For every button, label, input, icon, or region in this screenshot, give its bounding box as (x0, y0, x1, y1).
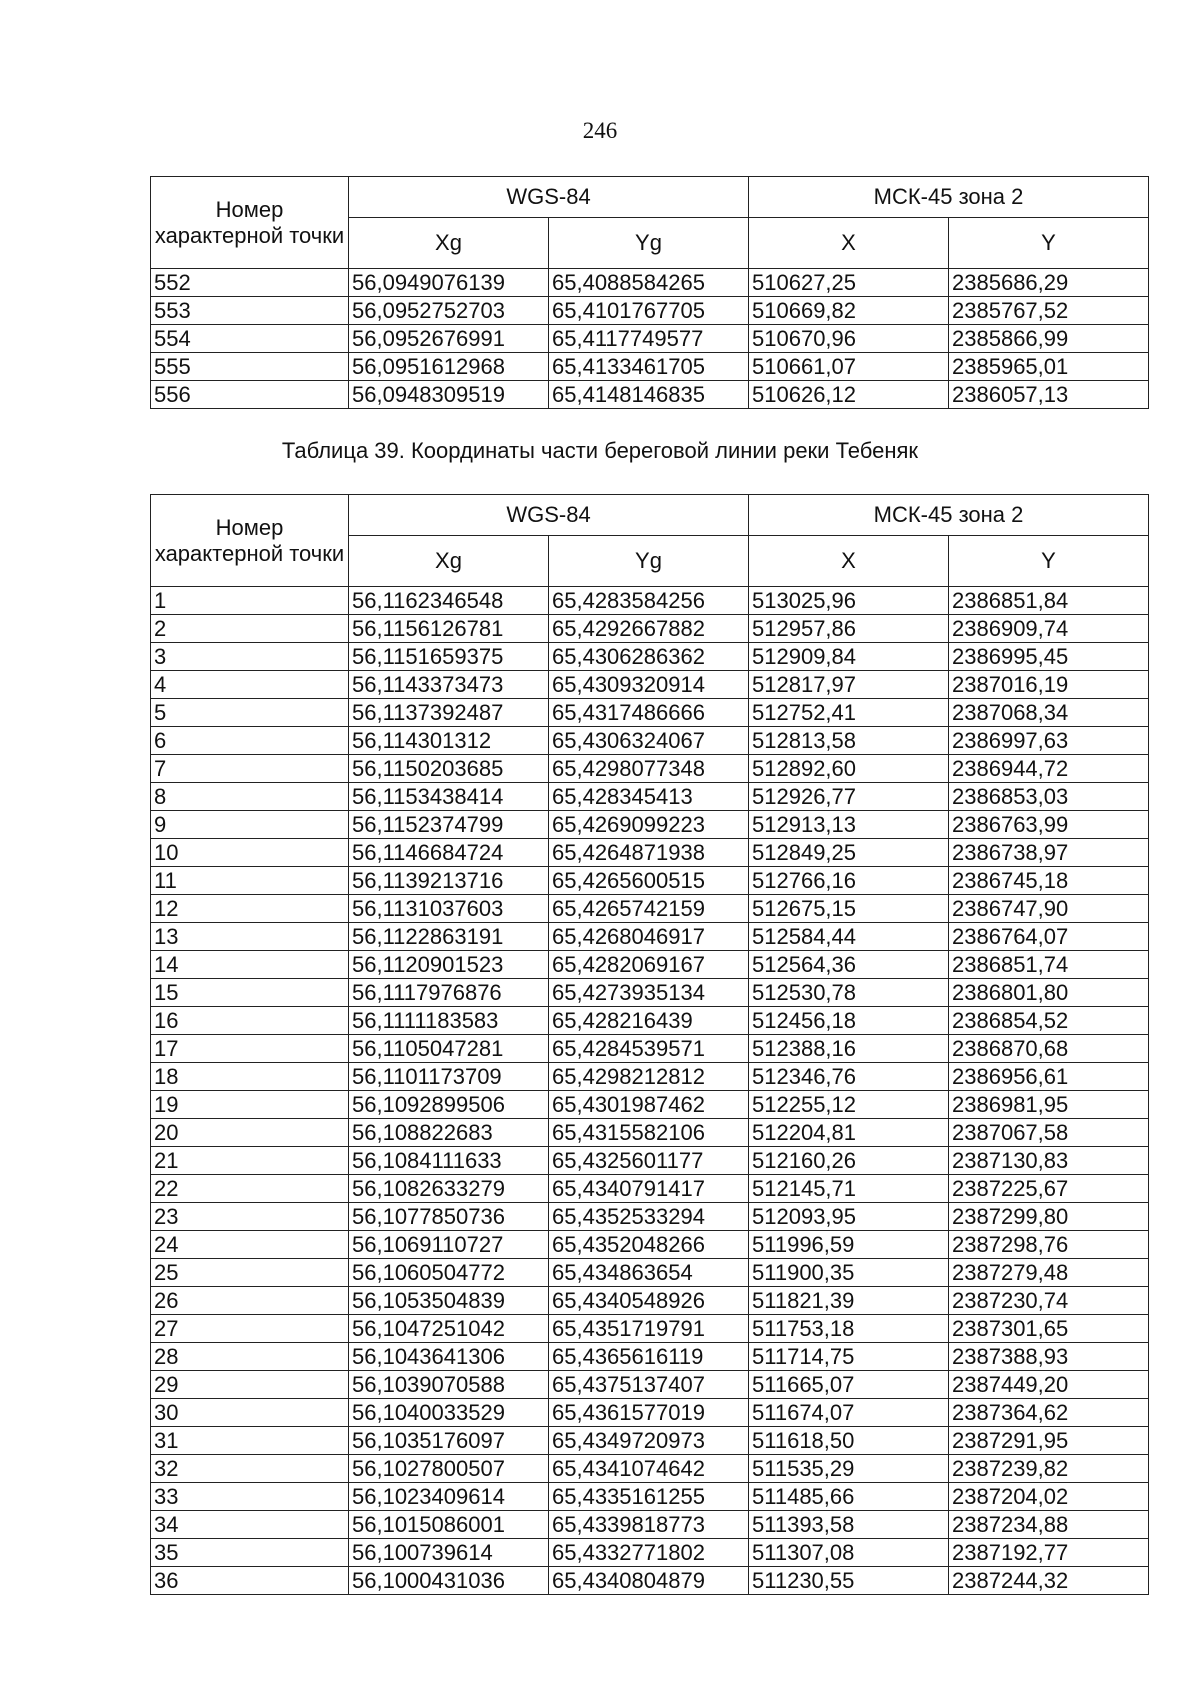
point-number-cell: 31 (151, 1427, 349, 1455)
yg-cell: 65,4340791417 (549, 1175, 749, 1203)
yg-cell: 65,4283584256 (549, 587, 749, 615)
msk45-header: МСК-45 зона 2 (749, 177, 1149, 218)
xg-header: Xg (349, 218, 549, 269)
xg-cell: 56,1092899506 (349, 1091, 549, 1119)
table-row (151, 1427, 1149, 1455)
yg-cell: 65,428216439 (549, 1007, 749, 1035)
x-cell: 511996,59 (749, 1231, 949, 1259)
table-row (151, 783, 1149, 811)
xg-cell: 56,1077850736 (349, 1203, 549, 1231)
table-row (151, 1007, 1149, 1035)
yg-cell: 65,4298077348 (549, 755, 749, 783)
xg-cell: 56,1111183583 (349, 1007, 549, 1035)
table-row (151, 1147, 1149, 1175)
x-cell: 512957,86 (749, 615, 949, 643)
table-row (151, 615, 1149, 643)
point-number-cell: 23 (151, 1203, 349, 1231)
yg-cell: 65,4117749577 (549, 325, 749, 353)
y-cell: 2386995,45 (949, 643, 1149, 671)
x-cell: 512204,81 (749, 1119, 949, 1147)
table-row (151, 1231, 1149, 1259)
yg-header: Yg (549, 218, 749, 269)
yg-cell: 65,4265600515 (549, 867, 749, 895)
yg-cell: 65,4292667882 (549, 615, 749, 643)
table-row (151, 643, 1149, 671)
point-number-cell: 1 (151, 587, 349, 615)
point-number-cell: 15 (151, 979, 349, 1007)
xg-cell: 56,1060504772 (349, 1259, 549, 1287)
xg-cell: 56,1053504839 (349, 1287, 549, 1315)
yg-cell: 65,4268046917 (549, 923, 749, 951)
y-cell: 2387130,83 (949, 1147, 1149, 1175)
x-cell: 512530,78 (749, 979, 949, 1007)
yg-cell: 65,4352533294 (549, 1203, 749, 1231)
yg-cell: 65,4301987462 (549, 1091, 749, 1119)
x-cell: 511618,50 (749, 1427, 949, 1455)
x-cell: 512456,18 (749, 1007, 949, 1035)
y-cell: 2386981,95 (949, 1091, 1149, 1119)
xg-cell: 56,1084111633 (349, 1147, 549, 1175)
x-cell: 512564,36 (749, 951, 949, 979)
y-cell: 2386851,74 (949, 951, 1149, 979)
point-number-cell: 29 (151, 1371, 349, 1399)
point-number-cell: 2 (151, 615, 349, 643)
y-cell: 2387225,67 (949, 1175, 1149, 1203)
table-row (151, 1259, 1149, 1287)
yg-cell: 65,4325601177 (549, 1147, 749, 1175)
x-cell: 512817,97 (749, 671, 949, 699)
table-row (151, 979, 1149, 1007)
wgs84-header: WGS-84 (349, 177, 749, 218)
x-cell: 512813,58 (749, 727, 949, 755)
point-number-cell: 19 (151, 1091, 349, 1119)
point-number-cell: 8 (151, 783, 349, 811)
yg-cell: 65,4375137407 (549, 1371, 749, 1399)
x-cell: 512145,71 (749, 1175, 949, 1203)
xg-cell: 56,1069110727 (349, 1231, 549, 1259)
table-row (151, 1315, 1149, 1343)
y-cell: 2386944,72 (949, 755, 1149, 783)
y-cell: 2386851,84 (949, 587, 1149, 615)
point-number-cell: 5 (151, 699, 349, 727)
table-row (151, 1539, 1149, 1567)
x-cell: 512255,12 (749, 1091, 949, 1119)
table-row (151, 923, 1149, 951)
x-cell: 510626,12 (749, 381, 949, 409)
xg-cell: 56,100739614 (349, 1539, 549, 1567)
xg-cell: 56,1039070588 (349, 1371, 549, 1399)
x-cell: 512584,44 (749, 923, 949, 951)
y-cell: 2387364,62 (949, 1399, 1149, 1427)
y-cell: 2387244,32 (949, 1567, 1149, 1595)
point-number-cell: 26 (151, 1287, 349, 1315)
page-number: 246 (582, 118, 618, 143)
table-row (151, 699, 1149, 727)
x-cell: 511714,75 (749, 1343, 949, 1371)
xg-cell: 56,1137392487 (349, 699, 549, 727)
xg-cell: 56,1151659375 (349, 643, 549, 671)
point-number-cell: 20 (151, 1119, 349, 1147)
x-cell: 511665,07 (749, 1371, 949, 1399)
table-row (151, 1399, 1149, 1427)
y-cell: 2387204,02 (949, 1483, 1149, 1511)
point-number-cell: 22 (151, 1175, 349, 1203)
x-cell: 511674,07 (749, 1399, 949, 1427)
x-cell: 512388,16 (749, 1035, 949, 1063)
yg-cell: 65,4088584265 (549, 269, 749, 297)
x-cell: 511485,66 (749, 1483, 949, 1511)
xg-cell: 56,1122863191 (349, 923, 549, 951)
xg-cell: 56,1035176097 (349, 1427, 549, 1455)
xg-cell: 56,114301312 (349, 727, 549, 755)
y-cell: 2386909,74 (949, 615, 1149, 643)
table-row (151, 839, 1149, 867)
y-cell: 2386763,99 (949, 811, 1149, 839)
point-number-cell: 554 (151, 325, 349, 353)
y-cell: 2385767,52 (949, 297, 1149, 325)
xg-cell: 56,1120901523 (349, 951, 549, 979)
table-row (151, 755, 1149, 783)
point-number-cell: 21 (151, 1147, 349, 1175)
xg-cell: 56,1047251042 (349, 1315, 549, 1343)
table-row (151, 727, 1149, 755)
x-cell: 511393,58 (749, 1511, 949, 1539)
y-cell: 2386854,52 (949, 1007, 1149, 1035)
x-cell: 510627,25 (749, 269, 949, 297)
y-cell: 2387301,65 (949, 1315, 1149, 1343)
x-cell: 512909,84 (749, 643, 949, 671)
table-body (151, 269, 1149, 409)
x-cell: 511230,55 (749, 1567, 949, 1595)
y-cell: 2387068,34 (949, 699, 1149, 727)
xg-cell: 56,0949076139 (349, 269, 549, 297)
y-cell: 2386870,68 (949, 1035, 1149, 1063)
yg-cell: 65,4269099223 (549, 811, 749, 839)
y-cell: 2387298,76 (949, 1231, 1149, 1259)
xg-cell: 56,1146684724 (349, 839, 549, 867)
table-row (151, 1511, 1149, 1539)
xg-cell: 56,1105047281 (349, 1035, 549, 1063)
yg-header: Yg (549, 536, 749, 587)
yg-cell: 65,4309320914 (549, 671, 749, 699)
table-row (151, 811, 1149, 839)
yg-cell: 65,4298212812 (549, 1063, 749, 1091)
point-number-cell: 16 (151, 1007, 349, 1035)
yg-cell: 65,4340548926 (549, 1287, 749, 1315)
y-header: Y (949, 536, 1149, 587)
yg-cell: 65,4265742159 (549, 895, 749, 923)
point-number-cell: 556 (151, 381, 349, 409)
yg-cell: 65,4101767705 (549, 297, 749, 325)
y-cell: 2386745,18 (949, 867, 1149, 895)
table-row (151, 1119, 1149, 1147)
y-cell: 2387067,58 (949, 1119, 1149, 1147)
x-cell: 512752,41 (749, 699, 949, 727)
xg-cell: 56,1152374799 (349, 811, 549, 839)
coordinates-table-continued (150, 176, 1149, 409)
xg-cell: 56,0951612968 (349, 353, 549, 381)
y-cell: 2386747,90 (949, 895, 1149, 923)
y-cell: 2387299,80 (949, 1203, 1149, 1231)
xg-cell: 56,1156126781 (349, 615, 549, 643)
x-cell: 512675,15 (749, 895, 949, 923)
point-number-cell: 13 (151, 923, 349, 951)
yg-cell: 65,434863654 (549, 1259, 749, 1287)
point-number-cell: 6 (151, 727, 349, 755)
table-row (151, 1343, 1149, 1371)
point-number-cell: 25 (151, 1259, 349, 1287)
xg-cell: 56,1117976876 (349, 979, 549, 1007)
xg-header: Xg (349, 536, 549, 587)
coordinates-table-39 (150, 494, 1149, 1595)
yg-cell: 65,4273935134 (549, 979, 749, 1007)
y-cell: 2386853,03 (949, 783, 1149, 811)
yg-cell: 65,4365616119 (549, 1343, 749, 1371)
x-cell: 512892,60 (749, 755, 949, 783)
x-cell: 511900,35 (749, 1259, 949, 1287)
y-cell: 2387234,88 (949, 1511, 1149, 1539)
table-row (151, 1371, 1149, 1399)
table-row (151, 1567, 1149, 1595)
x-cell: 511753,18 (749, 1315, 949, 1343)
y-header: Y (949, 218, 1149, 269)
point-number-header: Номер характерной точки (151, 177, 349, 269)
xg-cell: 56,108822683 (349, 1119, 549, 1147)
yg-cell: 65,4284539571 (549, 1035, 749, 1063)
point-number-header: Номер характерной точки (151, 495, 349, 587)
yg-cell: 65,4332771802 (549, 1539, 749, 1567)
xg-cell: 56,1015086001 (349, 1511, 549, 1539)
x-cell: 513025,96 (749, 587, 949, 615)
point-number-cell: 36 (151, 1567, 349, 1595)
point-number-cell: 18 (151, 1063, 349, 1091)
point-number-cell: 3 (151, 643, 349, 671)
table-row (151, 1287, 1149, 1315)
yg-cell: 65,4148146835 (549, 381, 749, 409)
point-number-cell: 14 (151, 951, 349, 979)
table-row (151, 587, 1149, 615)
y-cell: 2387449,20 (949, 1371, 1149, 1399)
x-cell: 512913,13 (749, 811, 949, 839)
point-number-cell: 32 (151, 1455, 349, 1483)
point-number-cell: 27 (151, 1315, 349, 1343)
x-cell: 512346,76 (749, 1063, 949, 1091)
table-row (151, 1063, 1149, 1091)
msk45-header: МСК-45 зона 2 (749, 495, 1149, 536)
yg-cell: 65,4317486666 (549, 699, 749, 727)
y-cell: 2386738,97 (949, 839, 1149, 867)
y-cell: 2385686,29 (949, 269, 1149, 297)
xg-cell: 56,1131037603 (349, 895, 549, 923)
x-cell: 510669,82 (749, 297, 949, 325)
yg-cell: 65,4349720973 (549, 1427, 749, 1455)
point-number-cell: 11 (151, 867, 349, 895)
table-row (151, 325, 1149, 353)
table-row (151, 381, 1149, 409)
y-cell: 2387291,95 (949, 1427, 1149, 1455)
yg-cell: 65,4306324067 (549, 727, 749, 755)
yg-cell: 65,4264871938 (549, 839, 749, 867)
yg-cell: 65,4306286362 (549, 643, 749, 671)
x-cell: 510670,96 (749, 325, 949, 353)
xg-cell: 56,1162346548 (349, 587, 549, 615)
xg-cell: 56,1027800507 (349, 1455, 549, 1483)
table-row (151, 671, 1149, 699)
yg-cell: 65,4352048266 (549, 1231, 749, 1259)
y-cell: 2387388,93 (949, 1343, 1149, 1371)
y-cell: 2387192,77 (949, 1539, 1149, 1567)
point-number-cell: 33 (151, 1483, 349, 1511)
x-cell: 511821,39 (749, 1287, 949, 1315)
x-cell: 511535,29 (749, 1455, 949, 1483)
y-cell: 2386801,80 (949, 979, 1149, 1007)
y-cell: 2385965,01 (949, 353, 1149, 381)
xg-cell: 56,1150203685 (349, 755, 549, 783)
xg-cell: 56,1153438414 (349, 783, 549, 811)
point-number-cell: 12 (151, 895, 349, 923)
wgs84-header: WGS-84 (349, 495, 749, 536)
point-number-cell: 24 (151, 1231, 349, 1259)
yg-cell: 65,4361577019 (549, 1399, 749, 1427)
x-cell: 512926,77 (749, 783, 949, 811)
point-number-cell: 10 (151, 839, 349, 867)
xg-cell: 56,1143373473 (349, 671, 549, 699)
xg-cell: 56,1101173709 (349, 1063, 549, 1091)
y-cell: 2386997,63 (949, 727, 1149, 755)
xg-cell: 56,1023409614 (349, 1483, 549, 1511)
point-number-cell: 28 (151, 1343, 349, 1371)
point-number-cell: 34 (151, 1511, 349, 1539)
table-row (151, 1091, 1149, 1119)
table-row (151, 1203, 1149, 1231)
x-header: X (749, 218, 949, 269)
point-number-cell: 7 (151, 755, 349, 783)
yg-cell: 65,4335161255 (549, 1483, 749, 1511)
table-row (151, 269, 1149, 297)
x-cell: 512766,16 (749, 867, 949, 895)
xg-cell: 56,1000431036 (349, 1567, 549, 1595)
table-row (151, 297, 1149, 325)
yg-cell: 65,4341074642 (549, 1455, 749, 1483)
y-cell: 2387239,82 (949, 1455, 1149, 1483)
point-number-cell: 553 (151, 297, 349, 325)
point-number-cell: 35 (151, 1539, 349, 1567)
y-cell: 2385866,99 (949, 325, 1149, 353)
x-header: X (749, 536, 949, 587)
table-row (151, 951, 1149, 979)
table-row (151, 1035, 1149, 1063)
xg-cell: 56,1040033529 (349, 1399, 549, 1427)
table-row (151, 867, 1149, 895)
y-cell: 2387016,19 (949, 671, 1149, 699)
table-row (151, 1455, 1149, 1483)
point-number-cell: 17 (151, 1035, 349, 1063)
yg-cell: 65,4340804879 (549, 1567, 749, 1595)
point-number-cell: 9 (151, 811, 349, 839)
xg-cell: 56,1139213716 (349, 867, 549, 895)
yg-cell: 65,4133461705 (549, 353, 749, 381)
table-row (151, 895, 1149, 923)
point-number-cell: 552 (151, 269, 349, 297)
y-cell: 2386764,07 (949, 923, 1149, 951)
yg-cell: 65,428345413 (549, 783, 749, 811)
x-cell: 511307,08 (749, 1539, 949, 1567)
table-caption: Таблица 39. Координаты части береговой линии реки Тебеняк (281, 438, 919, 463)
yg-cell: 65,4282069167 (549, 951, 749, 979)
x-cell: 512849,25 (749, 839, 949, 867)
yg-cell: 65,4351719791 (549, 1315, 749, 1343)
table-body (151, 587, 1149, 1595)
point-number-cell: 555 (151, 353, 349, 381)
table-row (151, 1175, 1149, 1203)
y-cell: 2386057,13 (949, 381, 1149, 409)
yg-cell: 65,4315582106 (549, 1119, 749, 1147)
y-cell: 2387279,48 (949, 1259, 1149, 1287)
point-number-cell: 4 (151, 671, 349, 699)
xg-cell: 56,1082633279 (349, 1175, 549, 1203)
table-row (151, 1483, 1149, 1511)
x-cell: 510661,07 (749, 353, 949, 381)
y-cell: 2387230,74 (949, 1287, 1149, 1315)
point-number-cell: 30 (151, 1399, 349, 1427)
xg-cell: 56,0952752703 (349, 297, 549, 325)
xg-cell: 56,0952676991 (349, 325, 549, 353)
x-cell: 512093,95 (749, 1203, 949, 1231)
xg-cell: 56,1043641306 (349, 1343, 549, 1371)
table-row (151, 353, 1149, 381)
y-cell: 2386956,61 (949, 1063, 1149, 1091)
x-cell: 512160,26 (749, 1147, 949, 1175)
yg-cell: 65,4339818773 (549, 1511, 749, 1539)
xg-cell: 56,0948309519 (349, 381, 549, 409)
